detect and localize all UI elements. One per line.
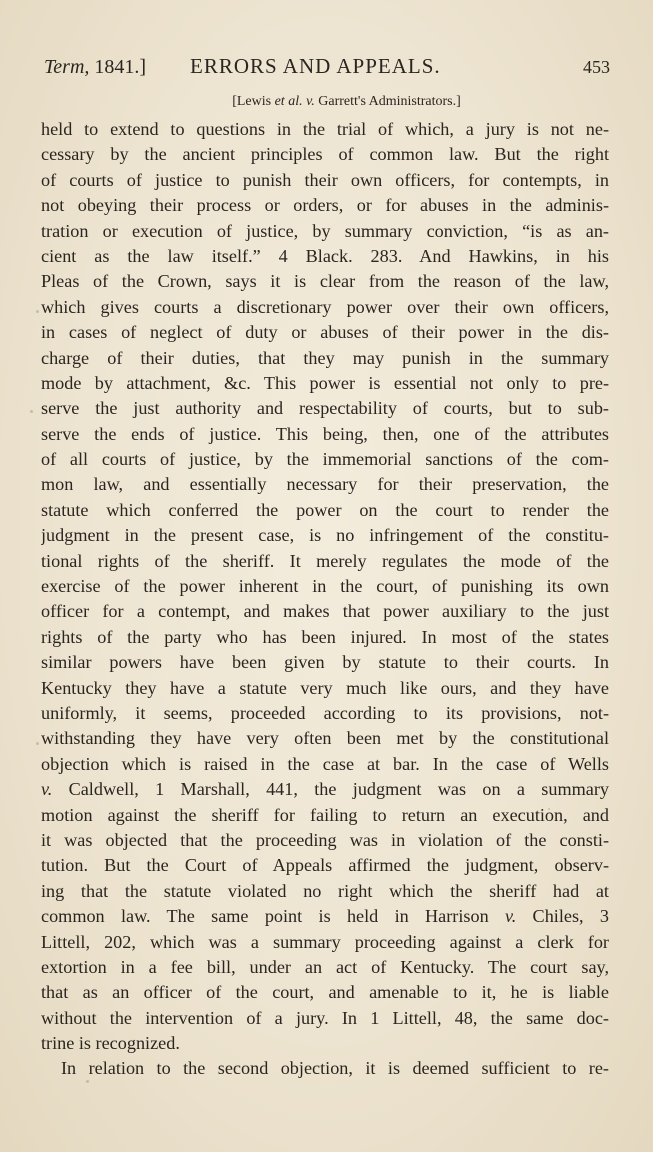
text-line: mode by attachment, &c. This power is essential not only to pre- — [41, 372, 609, 393]
paragraph-start-line: In relation to the second objection, it is deemed sufficient to re- — [61, 1058, 609, 1079]
text-line-post: Chiles, 3 — [516, 906, 609, 927]
case-ref-versus: v. — [306, 94, 315, 109]
text-line: motion against the sheriff for failing to return an execution, and — [41, 804, 609, 825]
case-ref-open: [Lewis — [232, 94, 275, 109]
text-line: withstanding they have very often been met by the constitutional — [41, 728, 609, 749]
header-section-title: ERRORS AND APPEALS. — [190, 54, 441, 78]
versus-abbrev: v. — [504, 906, 517, 927]
text-line: serve the just authority and respectability of courts, but to sub- — [41, 398, 609, 419]
text-line: ing that the statute violated no right which the sheriff had at — [41, 880, 609, 901]
text-line — [41, 777, 609, 802]
text-line: exercise of the power inherent in the court, of punishing its own — [41, 576, 609, 597]
text-line: which gives courts a discretionary power over their own officers, — [41, 296, 609, 317]
running-header — [44, 52, 610, 82]
text-line: cient as the law itself.” 4 Black. 283. And Hawkins, in his — [41, 245, 609, 266]
text-line: judgment in the present case, is no infringement of the constitu- — [41, 525, 609, 546]
text-line: extortion in a fee bill, under an act of Kentucky. The court say, — [41, 956, 609, 977]
header-term — [44, 56, 146, 79]
text-line: uniformly, it seems, proceeded according to its provisions, not- — [41, 702, 609, 723]
paper-blemish — [36, 310, 39, 313]
text-line: rights of the party who has been injured. In most of the states — [41, 626, 609, 647]
text-line: of all courts of justice, by the immemorial sanctions of the com- — [41, 449, 609, 470]
text-line: without the intervention of a jury. In 1 Littell, 48, the same doc- — [41, 1007, 609, 1028]
text-line: charge of their duties, that they may punish in the summary — [41, 347, 609, 368]
text-line: held to extend to questions in the trial of which, a jury is not ne- — [41, 119, 609, 139]
text-line: tration or execution of justice, by summary conviction, “is as an- — [41, 220, 609, 241]
text-line: that as an officer of the court, and amenable to it, he is liable — [41, 982, 609, 1003]
text-line: officer for a contempt, and makes that power auxiliary to the just — [41, 601, 609, 622]
text-line: statute which conferred the power on the court to render the — [41, 499, 609, 520]
versus-abbrev: v. — [41, 779, 53, 800]
paper-blemish — [30, 410, 33, 413]
text-line: serve the ends of justice. This being, then, one of the attributes — [41, 423, 609, 444]
text-line: trine is recognized. — [41, 1033, 180, 1054]
body-text — [41, 117, 609, 1082]
text-line: mon law, and essentially necessary for their preservation, the — [41, 474, 609, 495]
text-line: of courts of justice to punish their own officers, for contempts, in — [41, 169, 609, 190]
text-line: tional rights of the sheriff. It merely regulates the mode of the — [41, 550, 609, 571]
case-ref-rest: Garrett's Administrators.] — [314, 94, 461, 109]
text-line — [41, 904, 609, 929]
text-line: tution. But the Court of Appeals affirmed the judgment, observ- — [41, 855, 609, 876]
text-line: Littell, 202, which was a summary proceeding against a clerk for — [41, 931, 609, 952]
header-term-word: Term, — [44, 56, 90, 78]
text-line: it was objected that the proceeding was in violation of the consti- — [41, 829, 609, 850]
text-line: Kentucky they have a statute very much like ours, and they have — [41, 677, 609, 698]
text-line: in cases of neglect of duty or abuses of their power in the dis- — [41, 322, 609, 343]
text-line: cessary by the ancient principles of common law. But the right — [41, 144, 609, 165]
paper-blemish — [36, 742, 39, 745]
text-line-rest: Caldwell, 1 Marshall, 441, the judgment was on a summary — [52, 779, 609, 800]
page-number: 453 — [583, 57, 610, 77]
text-line: Pleas of the Crown, says it is clear from the reason of the law, — [41, 271, 609, 292]
text-line: objection which is raised in the case at bar. In the case of Wells — [41, 753, 609, 774]
case-ref-et-al: et al. — [274, 94, 303, 109]
header-year: 1841.] — [94, 56, 147, 78]
text-line: similar powers have been given by statute to their courts. In — [41, 652, 609, 673]
text-line: not obeying their process or orders, or for abuses in the adminis- — [41, 195, 609, 216]
case-reference — [0, 94, 653, 110]
text-line-pre: common law. The same point is held in Harrison — [41, 906, 505, 927]
